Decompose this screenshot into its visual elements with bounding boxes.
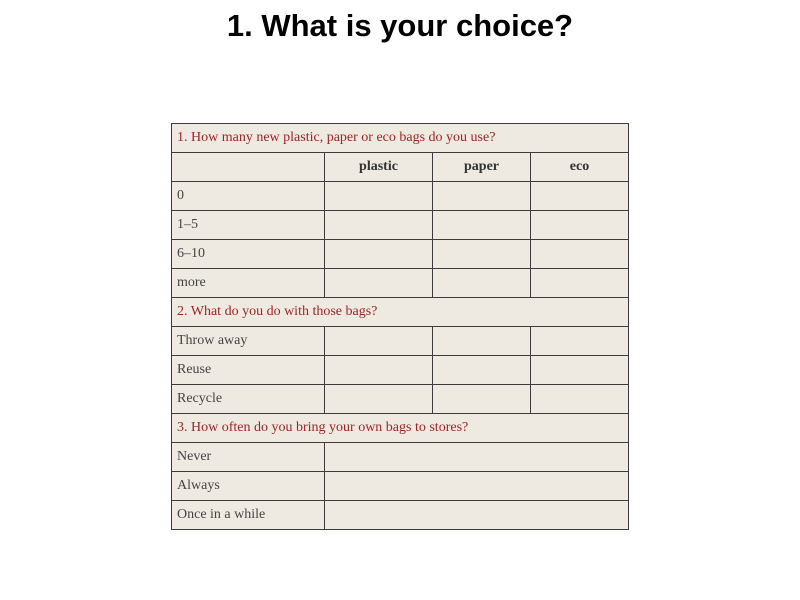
answer-cell-eco[interactable]	[531, 385, 629, 414]
question-row	[172, 298, 629, 327]
question-2-text: 2. What do you do with those bags?	[172, 298, 629, 327]
answer-cell-paper[interactable]	[433, 327, 531, 356]
row-label: 0	[172, 182, 325, 211]
row-label: 1–5	[172, 211, 325, 240]
answer-cell-plastic[interactable]	[325, 240, 433, 269]
row-label: Always	[172, 472, 325, 501]
answer-cell-paper[interactable]	[433, 211, 531, 240]
table-row	[172, 269, 629, 298]
table-row	[172, 211, 629, 240]
question-1-text: 1. How many new plastic, paper or eco bags do you use?	[172, 124, 629, 153]
table-row	[172, 385, 629, 414]
slide-title: 1. What is your choice?	[226, 8, 574, 43]
answer-cell-eco[interactable]	[531, 211, 629, 240]
table-row	[172, 501, 629, 530]
answer-cell-eco[interactable]	[531, 327, 629, 356]
row-label: Recycle	[172, 385, 325, 414]
question-row	[172, 124, 629, 153]
answer-cell[interactable]	[325, 443, 629, 472]
answer-cell-plastic[interactable]	[325, 269, 433, 298]
header-empty-cell	[172, 153, 325, 182]
answer-cell-plastic[interactable]	[325, 211, 433, 240]
answer-cell-paper[interactable]	[433, 269, 531, 298]
row-label: Never	[172, 443, 325, 472]
answer-cell[interactable]	[325, 501, 629, 530]
answer-cell-paper[interactable]	[433, 240, 531, 269]
row-label: more	[172, 269, 325, 298]
table-row	[172, 472, 629, 501]
row-label: Once in a while	[172, 501, 325, 530]
answer-cell-plastic[interactable]	[325, 356, 433, 385]
table-row	[172, 443, 629, 472]
answer-cell-paper[interactable]	[433, 385, 531, 414]
table-row	[172, 327, 629, 356]
answer-cell-eco[interactable]	[531, 240, 629, 269]
question-row	[172, 414, 629, 443]
column-header-paper: paper	[433, 153, 531, 182]
answer-cell-paper[interactable]	[433, 356, 531, 385]
answer-cell-plastic[interactable]	[325, 182, 433, 211]
table-row	[172, 240, 629, 269]
row-label: 6–10	[172, 240, 325, 269]
column-header-plastic: plastic	[325, 153, 433, 182]
column-header-row	[172, 153, 629, 182]
answer-cell-paper[interactable]	[433, 182, 531, 211]
column-header-eco: eco	[531, 153, 629, 182]
row-label: Throw away	[172, 327, 325, 356]
table-row	[172, 356, 629, 385]
answer-cell-eco[interactable]	[531, 182, 629, 211]
answer-cell-plastic[interactable]	[325, 327, 433, 356]
table-row	[172, 182, 629, 211]
answer-cell[interactable]	[325, 472, 629, 501]
answer-cell-eco[interactable]	[531, 269, 629, 298]
question-3-text: 3. How often do you bring your own bags to stores?	[172, 414, 629, 443]
answer-cell-plastic[interactable]	[325, 385, 433, 414]
survey-table	[171, 123, 629, 530]
row-label: Reuse	[172, 356, 325, 385]
answer-cell-eco[interactable]	[531, 356, 629, 385]
